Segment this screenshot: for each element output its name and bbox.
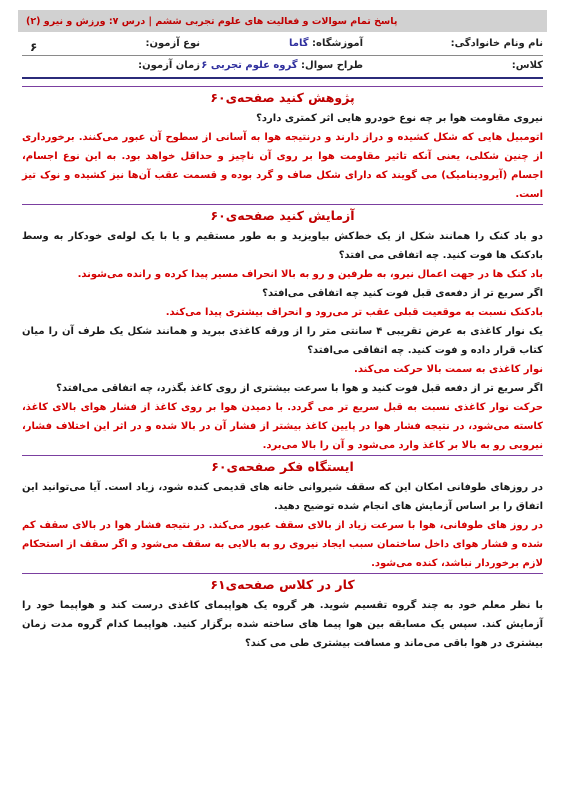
question: یک نوار کاغذی به عرض تقریبی ۴ سانتی متر را از ورقه کاغذی ببرید و همانند شکل یک طرف آن را میان کتاب قرار داده و فوت کنید. چه اتفاقی می‌افتد؟ xyxy=(22,326,544,356)
answer: اتومبیل هایی که شکل کشیده و دراز دارند و درنتیجه هوا به آسانی از سطوح آن عبور می‌کنند. برخورداری از چنین شکلی، یعنی آنکه تاثیر مقاومت هوا بر روی آن ناچیز و حداقل خواهد بود. به این نوع اجسام، اجسام (آیرودینامیک) می گویند که دارای شکل صاف و گرد بوده و قسمت عقب آن‌ها نیز کشیده و نوک تیز است. xyxy=(22,132,543,200)
question: نیروی مقاومت هوا بر چه نوع خودرو هایی اثر کمتری دارد؟ xyxy=(256,113,543,124)
school-field xyxy=(289,38,363,49)
exam-time-label: زمان آزمون: xyxy=(138,60,200,71)
section-title: کار در کلاس صفحه‌ی۶۱ xyxy=(22,573,543,594)
answer: نوار کاغذی به سمت بالا حرکت می‌کند. xyxy=(354,364,543,375)
banner-text: پاسخ تمام سوالات و فعالیت های علوم تجربی ششم | درس ۷: ورزش و نیرو (۲) xyxy=(26,15,398,27)
section-title: پژوهش کنید صفحه‌ی۶۰ xyxy=(22,86,543,107)
question: در روزهای طوفانی امکان این که سقف شیروانی خانه های قدیمی کنده شود، زیاد است. آیا می‌توانید این اتفاق را بر اساس آزمایش های انجام شده توضیح دهید. xyxy=(22,482,543,512)
school-label: آموزشگاه: xyxy=(312,38,363,49)
header-row-1 xyxy=(22,34,543,56)
page-content xyxy=(22,86,543,653)
answer: باد کنک ها در جهت اعمال نیرو، به طرفین و رو به بالا انحراف مسیر پیدا کرده و رانده می‌شوند. xyxy=(77,269,543,280)
exam-type-field xyxy=(145,38,200,49)
answer: بادکنک نسبت به موقعیت قبلی عقب تر می‌رود و انحراف بیشتری پیدا می‌کند. xyxy=(165,307,543,318)
class-label: کلاس: xyxy=(511,60,543,71)
class-field xyxy=(512,60,543,71)
name-field xyxy=(451,38,543,49)
designer-field xyxy=(201,60,363,71)
question: دو باد کنک را همانند شکل از یک خط‌کش بیاویزید و به طور مستقیم و یا با یک لوله‌ی خودکار به وسط بادکنک ها فوت کنید. چه اتفاقی می افتد؟ xyxy=(22,231,543,261)
exam-type-label: نوع آزمون: xyxy=(145,38,200,49)
school-value: گاما xyxy=(289,38,309,49)
designer-label: طراح سوال: xyxy=(301,60,363,71)
section-research xyxy=(22,86,543,204)
page-number: ۶ xyxy=(30,40,38,54)
exam-time-field xyxy=(138,60,200,71)
question: اگر سریع تر از دفعه‌ی قبل فوت کنید چه اتفاقی می‌افتد؟ xyxy=(262,288,543,299)
section-classwork xyxy=(22,573,543,653)
section-experiment xyxy=(22,204,543,455)
question: اگر سریع تر از دفعه قبل فوت کنید و هوا با سرعت بیشتری از روی کاغذ بگذرد، چه اتفاقی می‌افتد؟ xyxy=(56,383,543,394)
section-title: ایستگاه فکر صفحه‌ی۶۰ xyxy=(22,455,543,476)
question: با نظر معلم خود به چند گروه تقسیم شوید. هر گروه یک هواپیمای کاغذی درست کند و هواپیما خود را آزمایش کند. سپس یک مسابقه بین هوا پیما های ساخته شده برگزار کنید. هواپیما کدام گروه مدت زمان بیشتری در هوا باقی می‌ماند و مسافت بیشتری طی می کند؟ xyxy=(22,600,543,649)
designer-value: گروه علوم تجربی ۶ xyxy=(201,60,298,71)
header-bottom-rule xyxy=(22,77,543,79)
answer: حرکت نوار کاغذی نسبت به قبل سریع تر می گردد. با دمیدن هوا بر روی کاغذ از فشار هوای بالای کاغذ، کاسته می‌شود، در نتیجه فشار هوا در پایین کاغذ بیشتر از فشار آن در بالا شده و در اثر این اختلاف فشار، نیرویی رو به بالا بر کاغذ وارد می‌شود و آن را بالا می‌برد. xyxy=(22,402,543,451)
section-title: آزمایش کنید صفحه‌ی۶۰ xyxy=(22,204,543,225)
section-think-station xyxy=(22,455,543,573)
exam-header xyxy=(22,34,543,78)
answer: در روز های طوفانی، هوا با سرعت زیاد از بالای سقف عبور می‌کند. در نتیجه فشار هوا در بالای سقف کم شده و فشار هوای داخل ساختمان سبب ایجاد نیروی رو به بالایی به سقف می‌شود و اگر سقف از استحکام لازم برخوردار نباشد، کنده می‌شود. xyxy=(22,520,543,569)
name-label: نام ونام خانوادگی: xyxy=(450,38,543,49)
page-banner xyxy=(18,10,547,32)
header-row-2 xyxy=(22,56,543,78)
